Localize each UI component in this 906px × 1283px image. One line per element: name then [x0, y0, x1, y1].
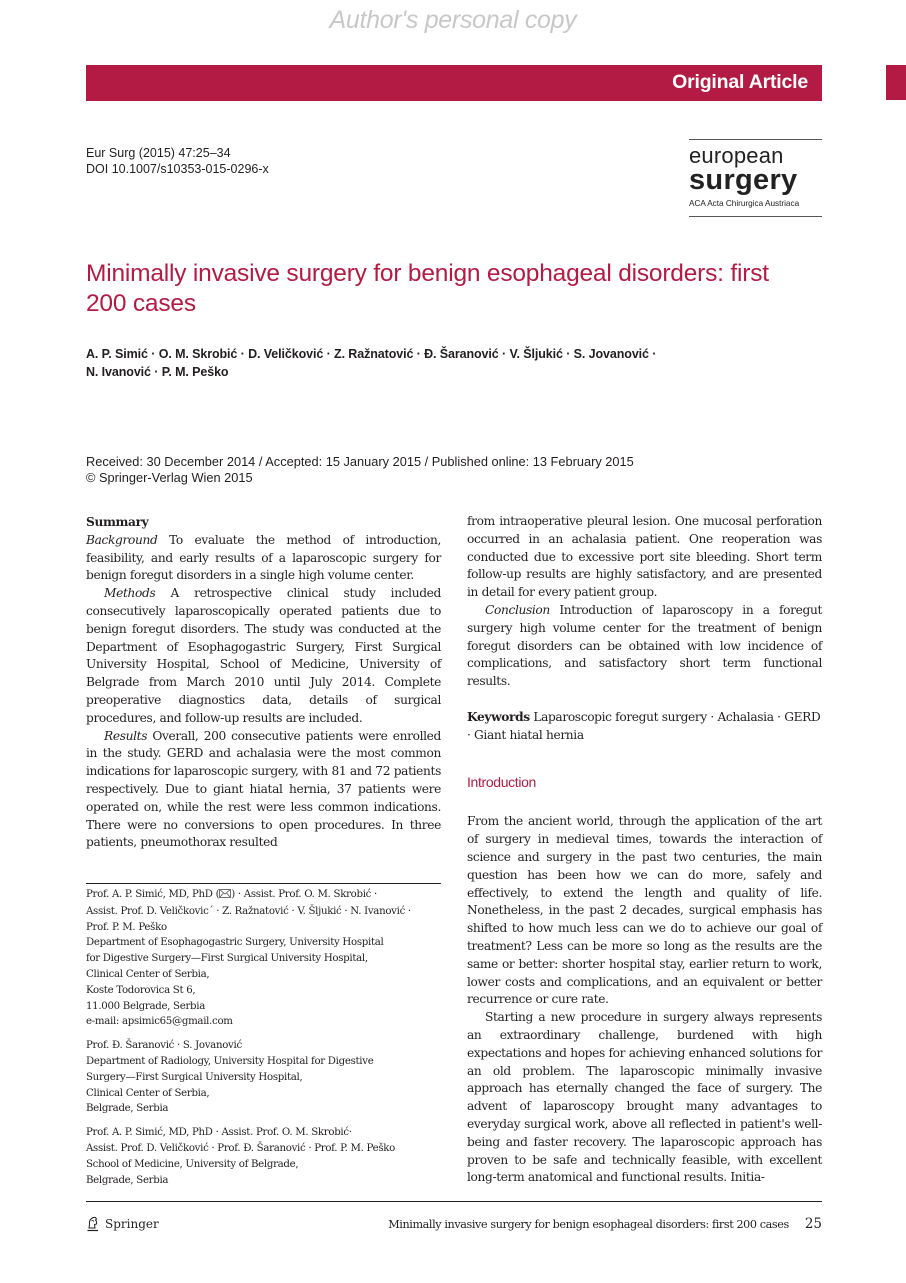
affiliation-names-line-3: Prof. P. M. Peško [86, 921, 167, 933]
introduction-paragraph-1: From the ancient world, through the application of the art of surgery in medieval times, towards the interaction of science and surgery in the past two centuries, the main question has been how we can do more, safely and effectively, to extend the length and quality of life. Nonetheless, in the past 2 decades, surgical emphasis has shifted to how much less can we do to achieve our goal of treatment? Less can be more so long as the results are the same or better: shorter hospital stay, earlier return to work, lower costs and complications, and an equivalent or better recurrence or cure rate. [467, 814, 822, 1007]
logo-line-european: european [689, 143, 784, 168]
journal-logo [689, 139, 822, 217]
affiliation-address-line: 11.000 Belgrade, Serbia [86, 1000, 205, 1012]
logo-line-surgery: surgery [689, 164, 798, 196]
springer-knight-icon [86, 1216, 100, 1232]
footer-divider [86, 1201, 822, 1202]
methods-label: Methods [104, 586, 156, 601]
publisher-name: Springer [105, 1217, 159, 1231]
affiliation-address-line: for Digestive Surgery—First Surgical University Hospital, [86, 953, 368, 965]
copyright: © Springer-Verlag Wien 2015 [86, 470, 253, 485]
introduction-heading: Introduction [467, 773, 536, 790]
affiliation-block [86, 1038, 446, 1117]
authors-line-2: N. Ivanović · P. M. Peško [86, 365, 229, 379]
affiliation-address-line: Belgrade, Serbia [86, 1174, 169, 1186]
affiliation-address-line: Department of Radiology, University Hospital for Digestive [86, 1055, 374, 1067]
authors-line-1: A. P. Simić · O. M. Skrobić · D. Veličković · Z. Ražnatović · Đ. Šaranović · V. Šljukić · S. Jovanović · [86, 347, 657, 361]
author-list [86, 345, 786, 381]
affiliation-block [86, 887, 446, 1030]
affiliation-names: Prof. Đ. Šaranović · S. Jovanović [86, 1040, 242, 1052]
logo-top-rule [689, 139, 822, 140]
abstract-background [86, 532, 441, 585]
running-title: Minimally invasive surgery for benign esophageal disorders: first 200 cases [388, 1218, 789, 1231]
article-title: Minimally invasive surgery for benign esophageal disorders: first 200 cases [86, 260, 769, 317]
affiliation-block [86, 1125, 446, 1188]
affiliations [86, 887, 446, 1188]
section-banner [86, 65, 822, 101]
methods-text: A retrospective clinical study included consecutively laparoscopically operated patients due to benign foregut disorders. The study was conducted at the Department of Esophagogastric Surgery, First Surgical University Hospital, School of Medicine, University of Belgrade from March 2010 until July 2014. Complete preoperative diagnostics data, details of surgical procedures, and follow-up results are included. [86, 586, 441, 725]
doi[interactable]: DOI 10.1007/s10353-015-0296-x [86, 162, 269, 176]
abstract-results [86, 728, 441, 853]
affiliation-address-line: Department of Esophagogastric Surgery, University Hospital [86, 937, 384, 949]
affiliation-names: Prof. A. P. Simić, MD, PhD · Assist. Prof. O. M. Skrobić· [86, 1127, 352, 1139]
abstract-left-column [86, 514, 441, 852]
keywords-label: Keywords [467, 709, 530, 724]
corresponding-email[interactable]: e-mail: apsimic65@gmail.com [86, 1016, 233, 1028]
affiliation-address-line: Clinical Center of Serbia, [86, 1087, 210, 1099]
citation-block [86, 145, 269, 177]
introduction-paragraph-2: Starting a new procedure in surgery always represents an extraordinary challenge, burdened with high expectations and hopes for achieving enhanced solutions for an old problem. The laparoscopic minimally invasive approach has eternally changed the face of surgery. The advent of laparoscopy brought many advantages to everyday surgical work, above all reflected in patient's well-being and faster recovery. The laparoscopic approach has proven to be safe and technically feasible, with excellent long-term anatomical and functional results. Initia- [467, 1010, 822, 1185]
summary-heading: Summary [86, 515, 149, 529]
logo-subtitle: ACA Acta Chirurgica Austriaca [689, 199, 800, 208]
publication-dates [86, 454, 634, 486]
history-dates: Received: 30 December 2014 / Accepted: 15 January 2015 / Published online: 13 February 2015 [86, 454, 634, 469]
keywords [467, 709, 822, 745]
affiliation-address-line: Clinical Center of Serbia, [86, 968, 210, 980]
abstract-conclusion [467, 602, 822, 691]
logo-bottom-rule [689, 216, 822, 217]
background-label: Background [86, 532, 158, 547]
affiliation-address-line: School of Medicine, University of Belgrade, [86, 1158, 299, 1170]
affiliation-names [86, 887, 446, 904]
affiliation-names-line-2: Assist. Prof. D. Veličković · Prof. Đ. Šaranović · Prof. P. M. Peško [86, 1142, 395, 1154]
conclusion-label: Conclusion [485, 602, 550, 617]
running-footer [388, 1216, 822, 1232]
watermark: Author's personal copy [329, 6, 577, 34]
page-number: 25 [804, 1216, 822, 1232]
section-label: Original Article [672, 71, 808, 93]
affiliation-divider [86, 883, 441, 884]
results-label: Results [104, 728, 148, 743]
affiliation-address-line: Belgrade, Serbia [86, 1103, 169, 1115]
envelope-icon[interactable] [219, 888, 231, 904]
conclusion-text: Introduction of laparoscopy in a foregut surgery high volume center for the treatment of benign foregut disorders can be obtained with low incidence of complications, and satisfactory short term functional results. [467, 602, 822, 689]
keywords-text: Laparoscopic foregut surgery · Achalasia · GERD · Giant hiatal hernia [467, 709, 821, 742]
publisher-mark [86, 1216, 159, 1232]
abstract-methods [86, 585, 441, 727]
page-edge-tab [886, 65, 906, 100]
abstract-results-continued: from intraoperative pleural lesion. One mucosal perforation occurred in an achalasia patient. One reoperation was conducted due to excessive port site bleeding. Short term follow-up results are highly satisfactory, and are presented in detail for every patient group. [467, 514, 822, 600]
affiliation-names-line-2: Assist. Prof. D. Veličkovic´ · Z. Ražnatović · V. Šljukić · N. Ivanović · [86, 905, 411, 917]
abstract-right-column [467, 513, 822, 1187]
affiliation-address-line: Surgery—First Surgical University Hospital, [86, 1071, 303, 1083]
results-text: Overall, 200 consecutive patients were enrolled in the study. GERD and achalasia were the most common indications for laparoscopic surgery, with 81 and 72 patients respectively. Due to giant hiatal hernia, 37 patients were operated on, while the rest were less common indications. There were no conversions to open procedures. In three patients, pneumothorax resulted [86, 728, 441, 850]
affiliation-address-line: Koste Todorovica St 6, [86, 984, 196, 996]
affiliation-names-text: Prof. A. P. Simić, MD, PhD ( [86, 889, 220, 900]
affiliation-names-text-cont: ) · Assist. Prof. O. M. Skrobić · [231, 889, 377, 900]
background-text: To evaluate the method of introduction, feasibility, and early results of a laparoscopic surgery for benign foregut disorders in a single high volume center. [86, 532, 441, 583]
journal-reference: Eur Surg (2015) 47:25–34 [86, 146, 231, 160]
